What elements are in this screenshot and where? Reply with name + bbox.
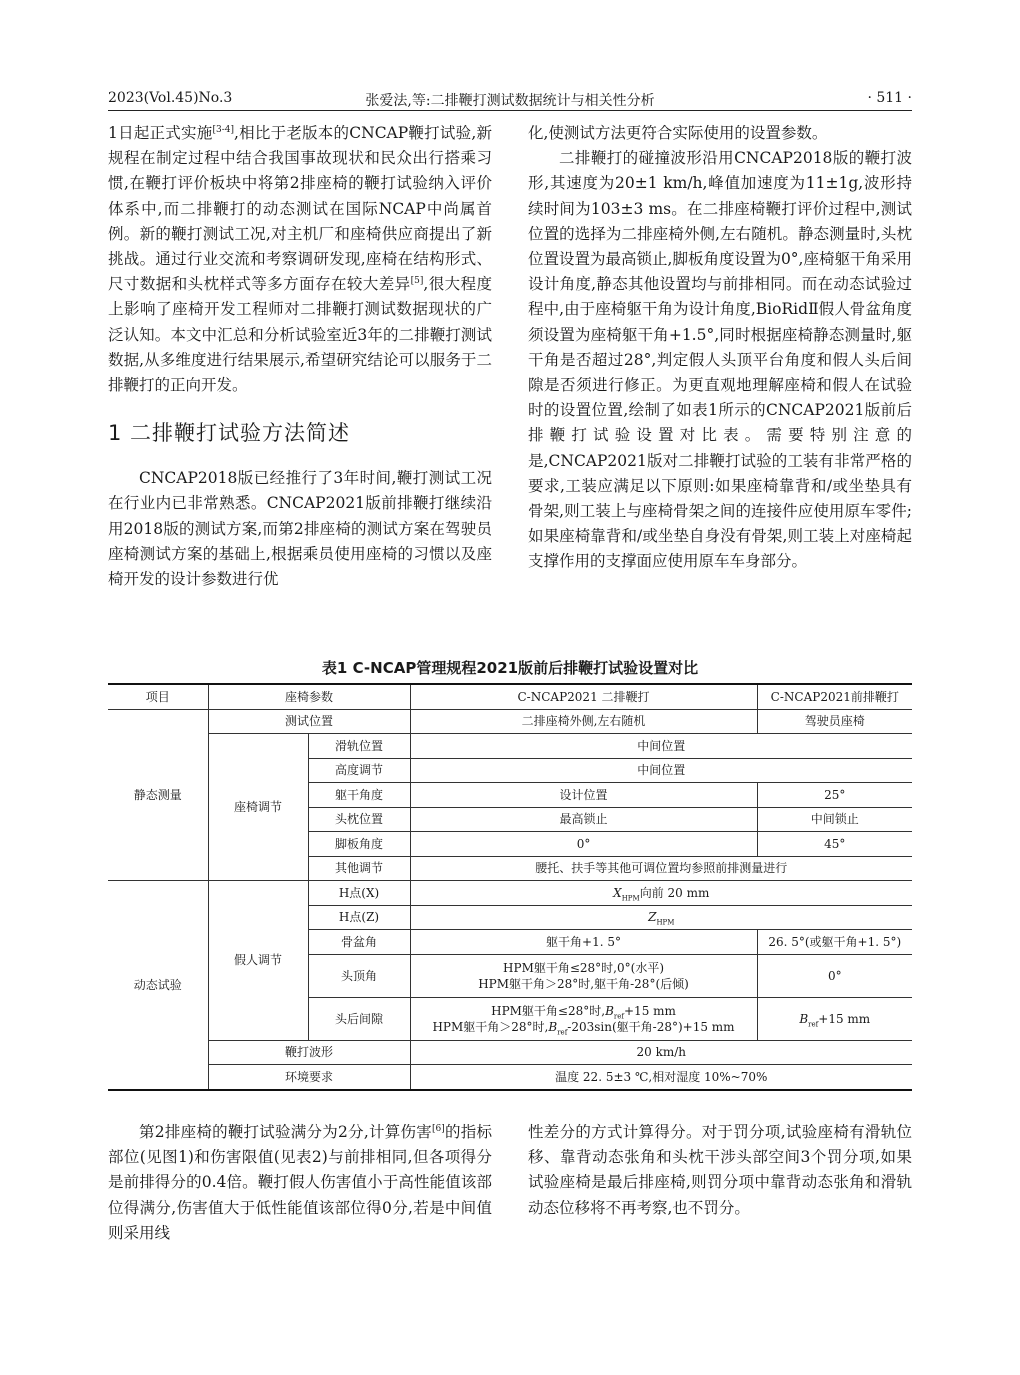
row-label: 躯干角度 xyxy=(308,783,410,808)
row-label: 脚板角度 xyxy=(308,832,410,857)
row-label: 滑轨位置 xyxy=(308,734,410,759)
table-cell: 25° xyxy=(757,783,912,808)
subgroup-label: 座椅调节 xyxy=(208,734,308,881)
row-label: 环境要求 xyxy=(208,1065,410,1090)
row-label: 头后间隙 xyxy=(308,997,410,1040)
table-row xyxy=(108,1065,912,1090)
row-label: 鞭打波形 xyxy=(208,1040,410,1065)
table-cell: 45° xyxy=(757,832,912,857)
subgroup-label: 假人调节 xyxy=(208,881,308,1041)
row-label: H点(X) xyxy=(308,881,410,906)
table-header: C-NCAP2021 二排鞭打 xyxy=(410,684,757,709)
paragraph: 性差分的方式计算得分。对于罚分项,试验座椅有滑轨位移、靠背动态张角和头枕干涉头部空间3个罚分项,如果试验座椅是最后排座椅,则罚分项中靠背动态张角和滑轨动态位移将不再考察,也不罚分。 xyxy=(528,1123,912,1217)
row-label: 头顶角 xyxy=(308,954,410,997)
table-cell: 设计位置 xyxy=(410,783,757,808)
table-cell: $B_{ref}+15$ mm xyxy=(757,997,912,1040)
citation: [6] xyxy=(432,1123,445,1134)
bottom-left-column xyxy=(108,1120,492,1246)
table-row xyxy=(108,881,912,906)
right-column xyxy=(528,121,912,575)
row-label: 高度调节 xyxy=(308,758,410,783)
section-heading: 1 二排鞭打试验方法简述 xyxy=(108,421,351,446)
running-header xyxy=(108,88,912,111)
table-cell: 二排座椅外侧,左右随机 xyxy=(410,709,757,734)
table-cell: 0° xyxy=(757,954,912,997)
table-header: 座椅参数 xyxy=(208,684,410,709)
paragraph: 1日起正式实施[3-4],相比于老版本的CNCAP鞭打试验,新规程在制定过程中结合我国事故现状和民众出行搭乘习惯,在鞭打评价板块中将第2排座椅的鞭打试验纳入评价体系中,而二排鞭打的动态测试在国际NCAP中尚属首例。新的鞭打测试工况,对主机厂和座椅供应商提出了新挑战。通过行业交流和考察调研发现,座椅在结构形式、尺寸数据和头枕样式等多方面存在较大差异[5],很大程度上影响了座椅开发工程师对二排鞭打测试数据现状的广泛认知。本文中汇总和分析试验室近3年的二排鞭打测试数据,从多维度进行结果展示,希望研究结论可以服务于二排鞭打的正向开发。 xyxy=(108,124,492,395)
table-cell: 温度 22. 5±3 ℃,相对湿度 10%~70% xyxy=(410,1065,912,1090)
paragraph: 二排鞭打的碰撞波形沿用CNCAP2018版的鞭打波形,其速度为20±1 km/h,峰值加速度为11±1g,波形持续时间为103±3 ms。在二排座椅鞭打评价过程中,测试位置的选择为二排座椅外侧,左右随机。静态测量时,头枕位置设置为最高锁止,脚板角度设置为0°,座椅躯干角采用设计角度,静态其他设置均与前排相同。而在动态试验过程中,由于座椅躯干角为设计角度,BioRidⅡ假人骨盆角度须设置为座椅躯干角+1.5°,同时根据座椅静态测量时,躯干角是否超过28°,判定假人头顶平台角度和假人头后间隙是否须进行修正。为更直观地理解座椅和假人在试验时的设置位置,绘制了如表1所示的CNCAP2021版前后排鞭打试验设置对比表。需要特别注意的是,CNCAP2021版对二排鞭打试验的工装有非常严格的要求,工装应满足以下原则:如果座椅靠背和/或坐垫具有骨架,则工装上与座椅骨架之间的连接件应使用原车零件;如果座椅靠背和/或坐垫自身没有骨架,则工装上对座椅起支撑作用的支撑面应使用原车车身部分。 xyxy=(528,149,912,571)
table-cell: 腰托、扶手等其他可调位置均参照前排测量进行 xyxy=(410,856,912,881)
table-cell: 20 km/h xyxy=(410,1040,912,1065)
table-cell: $X_{HPM}$向前 20 mm xyxy=(410,881,912,906)
table-cell: HPM躯干角≤28°时,0°(水平) HPM躯干角＞28°时,躯干角-28°(后倾) xyxy=(410,954,757,997)
row-label: 测试位置 xyxy=(208,709,410,734)
table-caption: 表1 C-NCAP管理规程2021版前后排鞭打试验设置对比 xyxy=(321,659,699,677)
paragraph: CNCAP2018版已经推行了3年时间,鞭打测试工况在行业内已非常熟悉。CNCAP2021版前排鞭打继续沿用2018版的测试方案,而第2排座椅的测试方案在驾驶员座椅测试方案的基础上,根据乘员使用座椅的习惯以及座椅开发的设计参数进行优 xyxy=(108,469,492,589)
table-header: 项目 xyxy=(108,684,208,709)
citation: [3-4] xyxy=(212,124,234,135)
table-row xyxy=(108,1040,912,1065)
settings-comparison-table xyxy=(108,683,912,1091)
journal-issue: 2023(Vol.45)No.3 xyxy=(108,90,233,106)
page-number: · 511 · xyxy=(867,90,912,106)
row-label: H点(Z) xyxy=(308,905,410,930)
table-cell: 中间锁止 xyxy=(757,807,912,832)
table-cell: 最高锁止 xyxy=(410,807,757,832)
running-title: 张爱法,等:二排鞭打测试数据统计与相关性分析 xyxy=(365,93,655,109)
table-cell: 中间位置 xyxy=(410,758,912,783)
table-cell: 26. 5°(或躯干角+1. 5°) xyxy=(757,930,912,955)
table-cell: 0° xyxy=(410,832,757,857)
row-label: 头枕位置 xyxy=(308,807,410,832)
table-cell: 驾驶员座椅 xyxy=(757,709,912,734)
paragraph: 第2排座椅的鞭打试验满分为2分,计算伤害[6]的指标部位(见图1)和伤害限值(见表2)与前排相同,但各项得分是前排得分的0.4倍。鞭打假人伤害值小于高性能值该部位得满分,伤害值大于低性能值该部位得0分,若是中间值则采用线 xyxy=(108,1123,492,1242)
citation: [5] xyxy=(410,276,424,287)
table-cell: 躯干角+1. 5° xyxy=(410,930,757,955)
table-row xyxy=(108,734,912,759)
left-column xyxy=(108,121,492,592)
table-cell: 中间位置 xyxy=(410,734,912,759)
paragraph: 化,使测试方法更符合实际使用的设置参数。 xyxy=(528,124,828,142)
table-header-row xyxy=(108,684,912,709)
row-label: 其他调节 xyxy=(308,856,410,881)
group-label: 静态测量 xyxy=(108,709,208,881)
table-cell: $Z_{HPM}$ xyxy=(410,905,912,930)
bottom-right-column xyxy=(528,1120,912,1221)
group-label: 动态试验 xyxy=(108,881,208,1090)
row-label: 骨盆角 xyxy=(308,930,410,955)
table-cell: HPM躯干角≤28°时$,B_{ref}+15$ mm HPM躯干角＞28°时$,B_{ref}-203\sin$(躯干角-28°)+15 mm xyxy=(410,997,757,1040)
table-header: C-NCAP2021前排鞭打 xyxy=(757,684,912,709)
table-row xyxy=(108,709,912,734)
